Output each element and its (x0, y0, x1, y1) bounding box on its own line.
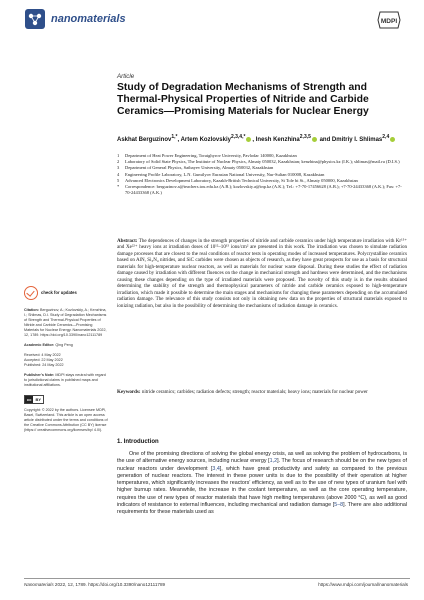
abstract-text: The dependences of changes in the strength properties of nitride and carbide ceramics under high temperature irradiation with Kr¹⁵⁺ and Xe²²⁺ heavy ions at irradiation doses of 10¹²–10¹⁵ ions/cm² are presented in this work. The irradiation was chosen to simulate radiation damage processes that are closest to the real conditions of reactor tests in operating modes of increased temperatures. Polycrystalline ceramics based on AlN, Si₃N₄ nitrides, and SiC carbides were chosen as objects of research, as they have great prospects for use as a basis for structural materials for high-temperature nuclear reactors, as well as materials for nuclear waste disposal. During these studies the effect of radiation damage caused by irradiation with different fluences on the change in mechanical strength and hardness were determined, and the mechanisms causing these changes depending on the type of irradiated materials were proposed. The novelty of this study is in the results obtained determining the stability of the strength and thermophysical parameters of nitride and carbide ceramics exposed to high-temperature irradiation, which made it possible to determine the main stages and mechanisms for changing these parameters depending on the accumulated radiation damage. The relevance of this study consists not only in obtaining new data on the properties of structural materials exposed to ionizing radiation, but also in the possibility of determining the mechanisms of radiation damage in ceramics. (117, 238, 407, 309)
orcid-icon[interactable] (390, 137, 395, 142)
reference-link[interactable]: 1,2 (269, 458, 278, 465)
affiliation-item: 1 Department of Heat Power Engineering, Toraighyrov University, Pavlodar 140000, Kazakhstan (117, 153, 297, 158)
accepted-date: Accepted: 22 May 2022 (24, 358, 63, 362)
affiliation-item: 3 Department of General Physics, Satbayev University, Almaty 050032, Kazakhstan (117, 165, 274, 171)
journal-url[interactable]: https://www.mdpi.com/journal/nanomaterials (318, 582, 408, 587)
keywords (117, 389, 407, 395)
introduction-text (117, 451, 407, 516)
published-date: Published: 24 May 2022 (24, 363, 64, 367)
affiliation-item: 5 Advanced Electronics Development Laboratory, Kazakh-British Technical University, St Tole bi St., Almaty 050000, Kazakhstan (117, 177, 358, 183)
affiliation-item: 2 Laboratory of Solid State Physics, The Institute of Nuclear Physics, Almaty 050032, Kazakhstan; kenzhina@physics.kz (I.K.); shlimas@mail.ru (D.I.S.) (117, 159, 400, 165)
doi-link[interactable]: 2022, 12, 1789. https://doi.org/10.3390/nano12111789 (53, 582, 166, 587)
author-name[interactable]: Dmitriy I. Shlimas (331, 137, 383, 143)
author-list: Askhat Berguzinov$^{1,*}$, Artem Kozlovskiy$^{2,3,4,*}$ , Inesh Kenzhina$^{2,3,5}$ and Dmitriy I. Shlimas$^{2,4}$ (117, 134, 412, 143)
abstract (117, 238, 407, 309)
footer-citation: Nanomaterials 2022, 12, 1789. https://doi.org/10.3390/nano12111789 (24, 582, 166, 587)
dates-block (24, 353, 108, 368)
mdpi-logo-icon (376, 10, 402, 30)
reference-link[interactable]: 3,4 (212, 465, 220, 472)
intro-paragraph: One of the promising directions of solving the global energy crisis, as well as solving the problem of hydrocarbons, is the use of alternative energy sources, including nuclear energy [1,2]. The focus of research should be on the new types of nuclear reactors under development [3,4], which have great productivity and safety as compared to the previous generation of nuclear reactors. The interest in these power units is due to the possibility of their operation at higher temperatures, which significantly increases the reactors’ efficiency, as well as to the use of new types of uranium fuel with higher burnup rates. Meanwhile, the increase in the coolant temperature, as well as the core operating temperature, requires the use of new types of reactor materials that have high melting temperatures (above 2000 °C), as well as good indicators of resistance to external influences, including mechanical and radiation damage [5–8]. There are also additional requirements for these materials used as (117, 451, 407, 515)
abstract-label: Abstract: (117, 238, 138, 244)
publisher-name: MDPI (380, 18, 398, 25)
correspondence: * Correspondence: berguzinov.a@teachers.tou.edu.kz (A.B.); kozlovskiy.a@inp.kz (A.K.); Tel.: +7-70-17456628 (A.B.); +7-70-24433368 (A.K.); Fax: +7-70-24433368 (A.K.) (117, 184, 402, 196)
received-date: Received: 4 May 2022 (24, 353, 61, 357)
cc-by-license-icon[interactable]: cc BY (24, 395, 44, 404)
affiliation-item: 4 Engineering Profile Laboratory, L.N. Gumilyov Eurasian National University, Nur-Sultan 010008, Kazakhstan (117, 171, 325, 177)
citation-block: Citation: Berguzinov, A.; Kozlovskiy, A.; Kenzhina, I.; Shlimas, D.I. Study of Degradation Mechanisms of Strength and Thermal-Physical Properties of Nitride and Carbide Ceramics—Promising Materials for Nuclear Energy. Nanomaterials 2022, 12, 1789. https://doi.org/10.3390/nano12111789 (24, 308, 107, 337)
orcid-icon[interactable] (246, 137, 251, 142)
footer-divider (24, 578, 410, 579)
orcid-icon[interactable] (312, 137, 317, 142)
article-type: Article (117, 73, 135, 80)
author-name[interactable]: Askhat Berguzinov (117, 137, 172, 143)
sidebar (24, 286, 108, 438)
keywords-label: Keywords: (117, 389, 141, 395)
academic-editor: Academic Editor: Qing Peng (24, 343, 73, 347)
journal-emblem-icon (24, 8, 46, 30)
author-name[interactable]: Inesh Kenzhina (255, 137, 300, 143)
check-updates-icon (24, 286, 38, 300)
affiliations (117, 153, 407, 196)
keywords-text: nitride ceramics; carbides; radiation defects; strength; reactor materials; heavy ions; materials for nuclear power (141, 389, 368, 395)
reference-link[interactable]: 5–8 (334, 501, 344, 508)
article-title: Study of Degradation Mechanisms of Strength and Thermal-Physical Properties of Nitride and Carbide Ceramics—Promising Materials for Nuclear Energy (117, 82, 369, 118)
publisher-note: Publisher’s Note: MDPI stays neutral with regard to jurisdictional claims in published maps and institutional affiliations. (24, 373, 106, 387)
check-updates-button[interactable]: check for updates (24, 286, 108, 300)
section-heading: 1. Introduction (117, 439, 159, 445)
journal-logo (24, 8, 126, 30)
author-name[interactable]: Artem Kozlovskiy (180, 137, 231, 143)
journal-name: nanomaterials (51, 13, 126, 25)
copyright-block: Copyright: © 2022 by the authors. Licensee MDPI, Basel, Switzerland. This article is an open access article distributed under the terms and conditions of the Creative Commons Attribution (CC BY) license (https:// creativecommons.org/licenses/by/ 4.0/). (24, 408, 108, 432)
